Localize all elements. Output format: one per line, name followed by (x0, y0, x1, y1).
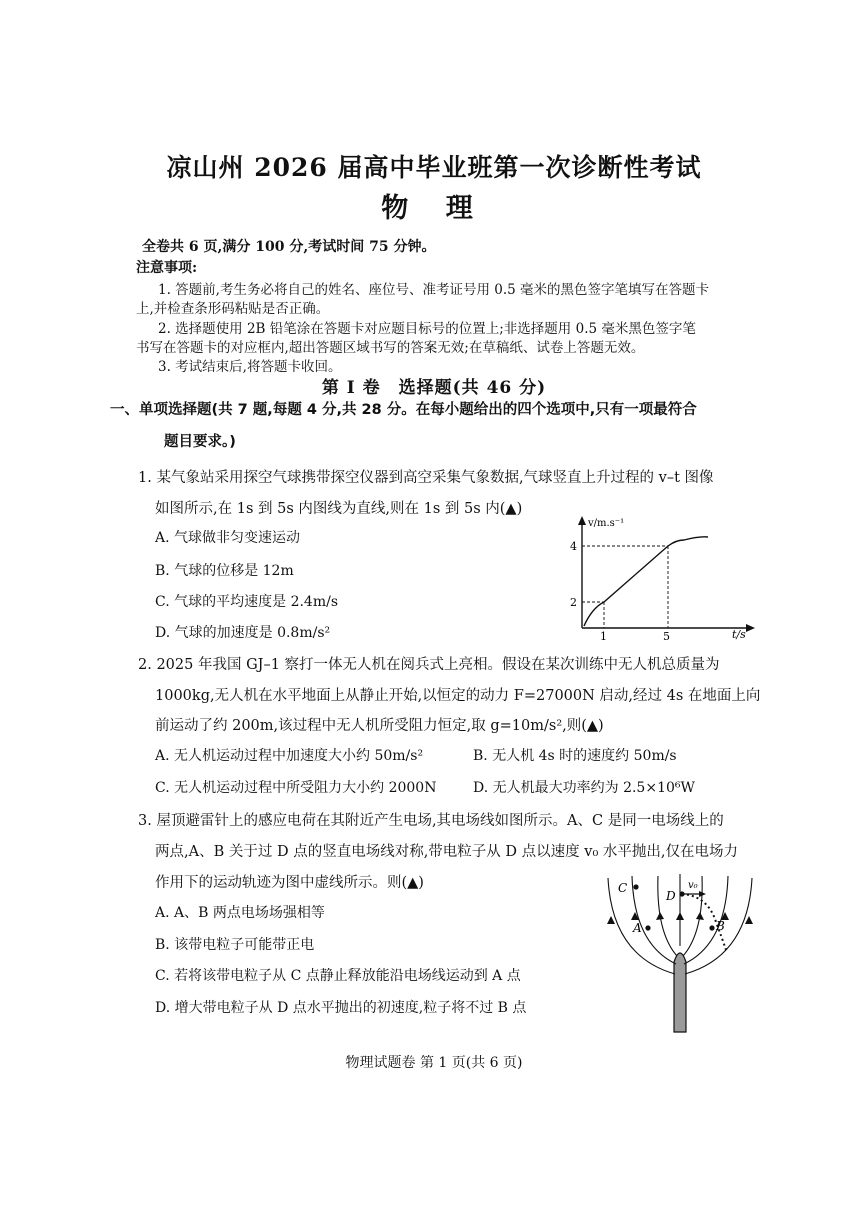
vt-curve (584, 546, 668, 626)
q3-option-d: D. 增大带电粒子从 D 点水平抛出的初速度,粒子将不过 B 点 (155, 1000, 527, 1016)
label-b: B (716, 919, 725, 933)
notice-line: 3. 考试结束后,将答题卡收回。 (158, 359, 342, 375)
q2-option-a: A. 无人机运动过程中加速度大小约 50m/s² (155, 748, 424, 764)
notice-line: 2. 选择题使用 2B 铅笔涂在答题卡对应题目标号的位置上;非选择题用 0.5 毫米黑色签字笔 (158, 321, 696, 337)
field-line-diagram (598, 872, 768, 1037)
notice-heading: 注意事项: (136, 260, 198, 276)
y-axis-label: v/m.s⁻¹ (588, 518, 625, 529)
q1-option-c: C. 气球的平均速度是 2.4m/s (155, 594, 339, 610)
part-instructions-cont: 题目要求。) (164, 434, 236, 450)
q2-option-c: C. 无人机运动过程中所受阻力大小约 2000N (155, 780, 437, 796)
q2-option-d: D. 无人机最大功率约为 2.5×10⁶W (473, 780, 695, 796)
x-tick-5: 5 (663, 630, 670, 643)
part-instructions: 一、单项选择题(共 7 题,每题 4 分,共 28 分。在每小题给出的四个选项中,只有一项最符合 (110, 402, 697, 418)
q3-stem-cont: 作用下的运动轨迹为图中虚线所示。则(▲) (155, 875, 424, 891)
q3-stem-cont: 两点,A、B 关于过 D 点的竖直电场线对称,带电粒子从 D 点以速度 v₀ 水平抛出,仅在电场力 (155, 844, 738, 860)
q1-stem: 1. 某气象站采用探空气球携带探空仪器到高空采集气象数据,气球竖直上升过程的 v–t 图像 (138, 470, 714, 486)
notice-line: 1. 答题前,考生务必将自己的姓名、座位号、准考证号用 0.5 毫米的黑色签字笔填写在答题卡 (158, 282, 710, 298)
y-tick-2: 2 (570, 596, 577, 609)
y-tick-4: 4 (570, 540, 577, 553)
x-axis-label: t/s (732, 628, 746, 641)
notice-line: 上,并检查条形码粘贴是否正确。 (136, 301, 330, 317)
exam-title: 凉山州 2026 届高中毕业班第一次诊断性考试 (166, 153, 702, 182)
label-v0: v₀ (688, 880, 698, 891)
section-title: 第 Ⅰ 卷 选择题(共 46 分) (321, 378, 547, 398)
page-footer: 物理试题卷 第 1 页(共 6 页) (345, 1055, 523, 1071)
q2-stem-cont: 前运动了约 200m,该过程中无人机所受阻力恒定,取 g=10m/s²,则(▲) (155, 718, 604, 734)
x-tick-1: 1 (600, 630, 607, 643)
label-c: C (618, 881, 628, 895)
q3-option-c: C. 若将该带电粒子从 C 点静止释放能沿电场线运动到 A 点 (155, 968, 521, 984)
label-d: D (666, 889, 676, 903)
q2-option-b: B. 无人机 4s 时的速度约 50m/s (473, 748, 677, 764)
exam-info: 全卷共 6 页,满分 100 分,考试时间 75 分钟。 (142, 239, 436, 255)
q1-option-b: B. 气球的位移是 12m (155, 563, 294, 579)
q3-option-b: B. 该带电粒子可能带正电 (155, 937, 315, 953)
q2-stem-cont: 1000kg,无人机在水平地面上从静止开始,以恒定的动力 F=27000N 启动,经过 4s 在地面上向 (155, 688, 761, 704)
label-a: A (633, 921, 642, 935)
q3-stem: 3. 屋顶避雷针上的感应电荷在其附近产生电场,其电场线如图所示。A、C 是同一电场线上的 (138, 813, 724, 829)
lightning-rod (674, 953, 686, 1032)
q2-stem: 2. 2025 年我国 GJ–1 察打一体无人机在阅兵式上亮相。假设在某次训练中无人机总质量为 (138, 657, 720, 673)
q1-option-a: A. 气球做非匀变速运动 (155, 530, 301, 546)
q1-option-d: D. 气球的加速度是 0.8m/s² (155, 625, 331, 641)
notice-line: 书写在答题卡的对应框内,超出答题区域书写的答案无效;在草稿纸、试卷上答题无效。 (136, 340, 645, 356)
q3-option-a: A. A、B 两点电场场强相等 (155, 905, 325, 921)
q1-stem-cont: 如图所示,在 1s 到 5s 内图线为直线,则在 1s 到 5s 内(▲) (155, 501, 523, 517)
subject-title: 物 理 (381, 193, 487, 224)
vt-graph (560, 510, 760, 645)
